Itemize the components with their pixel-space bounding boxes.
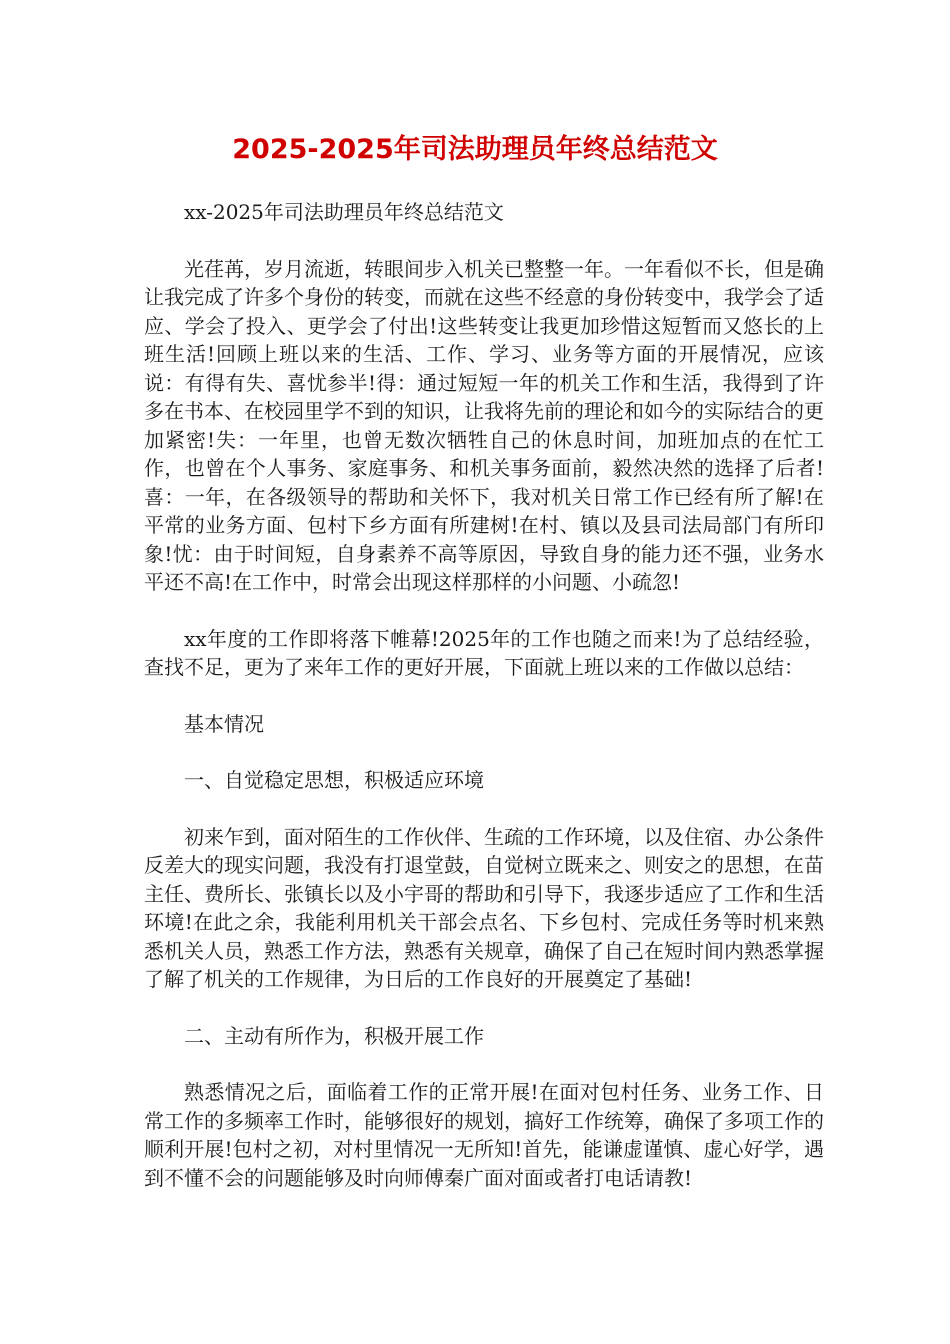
- section-heading-2: 二、主动有所作为，积极开展工作: [184, 1023, 484, 1048]
- section-1-paragraph: 初来乍到，面对陌生的工作伙伴、生疏的工作环境，以及住宿、办公条件反差大的现实问题，我没有打退堂鼓，自觉树立既来之、则安之的思想，在苗主任、费所长、张镇长以及小宇哥的帮助和引导下，我逐步适应了工作和生活环境!在此之余，我能利用机关干部会点名、下乡包村、完成任务等时机来熟悉机关人员，熟悉工作方法，熟悉有关规章，确保了自己在短时间内熟悉掌握了解了机关的工作规律，为日后的工作良好的开展奠定了基础!: [144, 824, 824, 991]
- section-heading-basic: 基本情况: [184, 711, 264, 736]
- document-title: 2025-2025年司法助理员年终总结范文: [232, 134, 718, 165]
- section-2-paragraph: 熟悉情况之后，面临着工作的正常开展!在面对包村任务、业务工作、日常工作的多频率工作时，能够很好的规划，搞好工作统筹，确保了多项工作的顺利开展!包村之初，对村里情况一无所知!首先，能谦虚谨慎、虚心好学，遇到不懂不会的问题能够及时向师傅秦广面对面或者打电话请教!: [144, 1080, 824, 1190]
- summary-intro-paragraph: xx年度的工作即将落下帷幕!2025年的工作也随之而来!为了总结经验，查找不足，更为了来年工作的更好开展，下面就上班以来的工作做以总结：: [144, 626, 824, 679]
- intro-paragraph: 光荏苒，岁月流逝，转眼间步入机关已整整一年。一年看似不长，但是确让我完成了许多个身份的转变，而就在这些不经意的身份转变中，我学会了适应、学会了投入、更学会了付出!这些转变让我更加珍惜这短暂而又悠长的上班生活!回顾上班以来的生活、工作、学习、业务等方面的开展情况，应该说：有得有失、喜忧参半!得：通过短短一年的机关工作和生活，我得到了许多在书本、在校园里学不到的知识，让我将先前的理论和如今的实际结合的更加紧密!失：一年里，也曾无数次牺牲自己的休息时间，加班加点的在忙工作，也曾在个人事务、家庭事务、和机关事务面前，毅然决然的选择了后者!喜：一年，在各级领导的帮助和关怀下，我对机关日常工作已经有所了解!在平常的业务方面、包村下乡方面有所建树!在村、镇以及县司法局部门有所印象!忧：由于时间短，自身素养不高等原因，导致自身的能力还不强，业务水平还不高!在工作中，时常会出现这样那样的小问题、小疏忽!: [144, 256, 824, 594]
- document-subtitle: xx-2025年司法助理员年终总结范文: [184, 200, 504, 224]
- section-heading-1: 一、自觉稳定思想，积极适应环境: [184, 768, 484, 792]
- document-body: [144, 198, 824, 1220]
